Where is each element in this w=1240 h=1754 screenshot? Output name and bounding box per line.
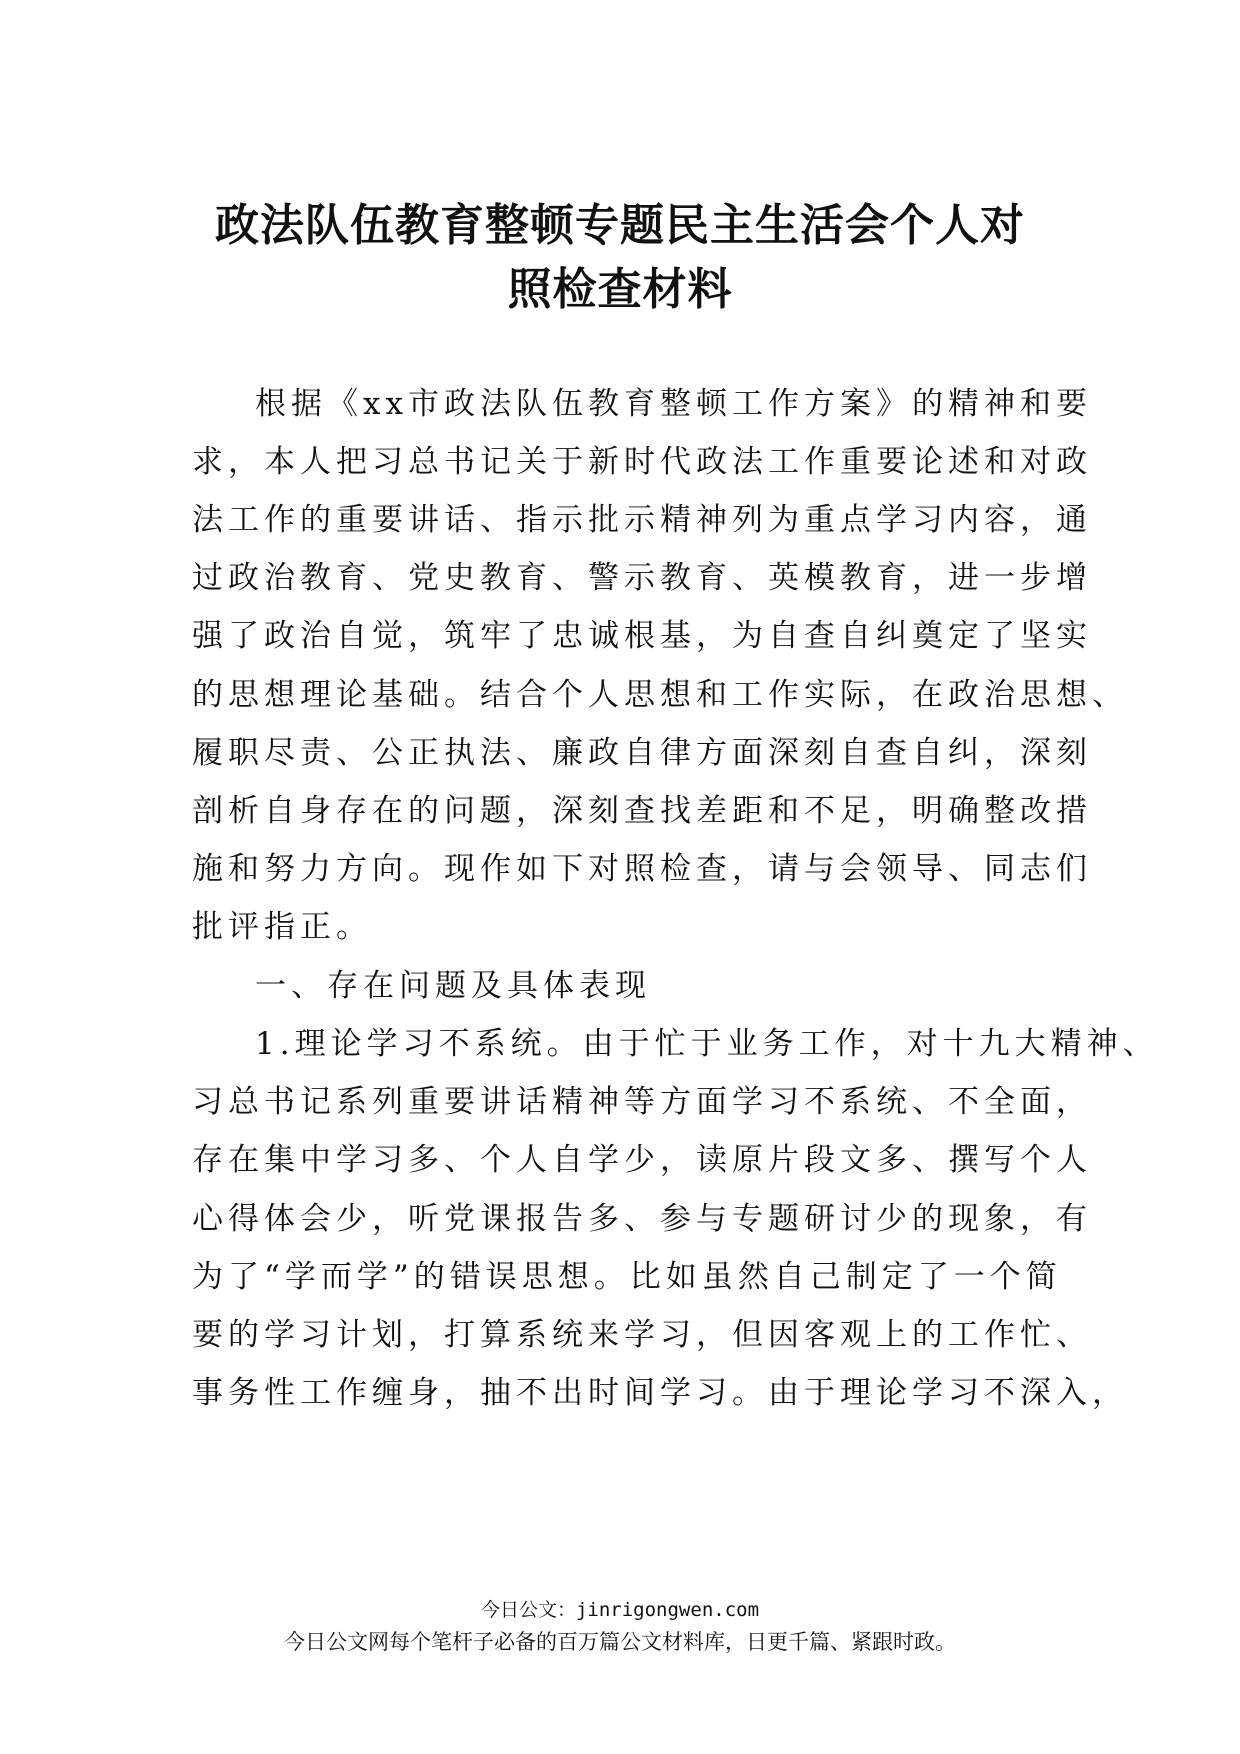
body-line: 批评指正。 [192,909,372,945]
body-line: 过政治教育、党史教育、警示教育、英模教育，进一步增 [192,560,1092,596]
body-line: 为了“学而学”的错误思想。比如虽然自己制定了一个简 [192,1259,1062,1295]
body-line: 心得体会少，听党课报告多、参与专题研讨少的现象，有 [192,1201,1092,1237]
body-line: 根据《xx市政法队伍教育整顿工作方案》的精神和要 [255,386,1092,422]
body-line: 1.理论学习不系统。由于忙于业务工作，对十九大精神、 [255,1026,1159,1062]
footer-site-label: 今日公文： [480,1599,576,1621]
footer-slogan: 今日公文网每个笔杆子必备的百万篇公文材料库，日更千篇、紧跟时政。 [284,1630,956,1654]
document-title-line-2: 照检查材料 [507,264,733,315]
section-heading: 一、存在问题及具体表现 [255,968,651,1004]
body-line: 剖析自身存在的问题，深刻查找差距和不足，明确整改措 [192,793,1092,829]
footer-site [0,1597,1240,1623]
footer-site-url[interactable]: jinrigongwen.com [575,1599,760,1621]
body-line: 习总书记系列重要讲话精神等方面学习不系统、不全面， [192,1084,1092,1120]
body-line: 的思想理论基础。结合个人思想和工作实际，在政治思想、 [192,677,1128,713]
body-line: 事务性工作缠身，抽不出时间学习。由于理论学习不深入， [192,1375,1128,1411]
body-line: 要的学习计划，打算系统来学习，但因客观上的工作忙、 [192,1317,1092,1353]
body-line: 履职尽责、公正执法、廉政自律方面深刻自查自纠，深刻 [192,735,1092,771]
body-line: 求，本人把习总书记关于新时代政法工作重要论述和对政 [192,444,1092,480]
body-line: 存在集中学习多、个人自学少，读原片段文多、撰写个人 [192,1142,1092,1178]
body-line: 强了政治自觉，筑牢了忠诚根基，为自查自纠奠定了坚实 [192,618,1092,654]
body-line: 施和努力方向。现作如下对照检查，请与会领导、同志们 [192,851,1092,887]
document-title-line-1: 政法队伍教育整顿专题民主生活会个人对 [215,200,1025,251]
body-line: 法工作的重要讲话、指示批示精神列为重点学习内容，通 [192,502,1092,538]
